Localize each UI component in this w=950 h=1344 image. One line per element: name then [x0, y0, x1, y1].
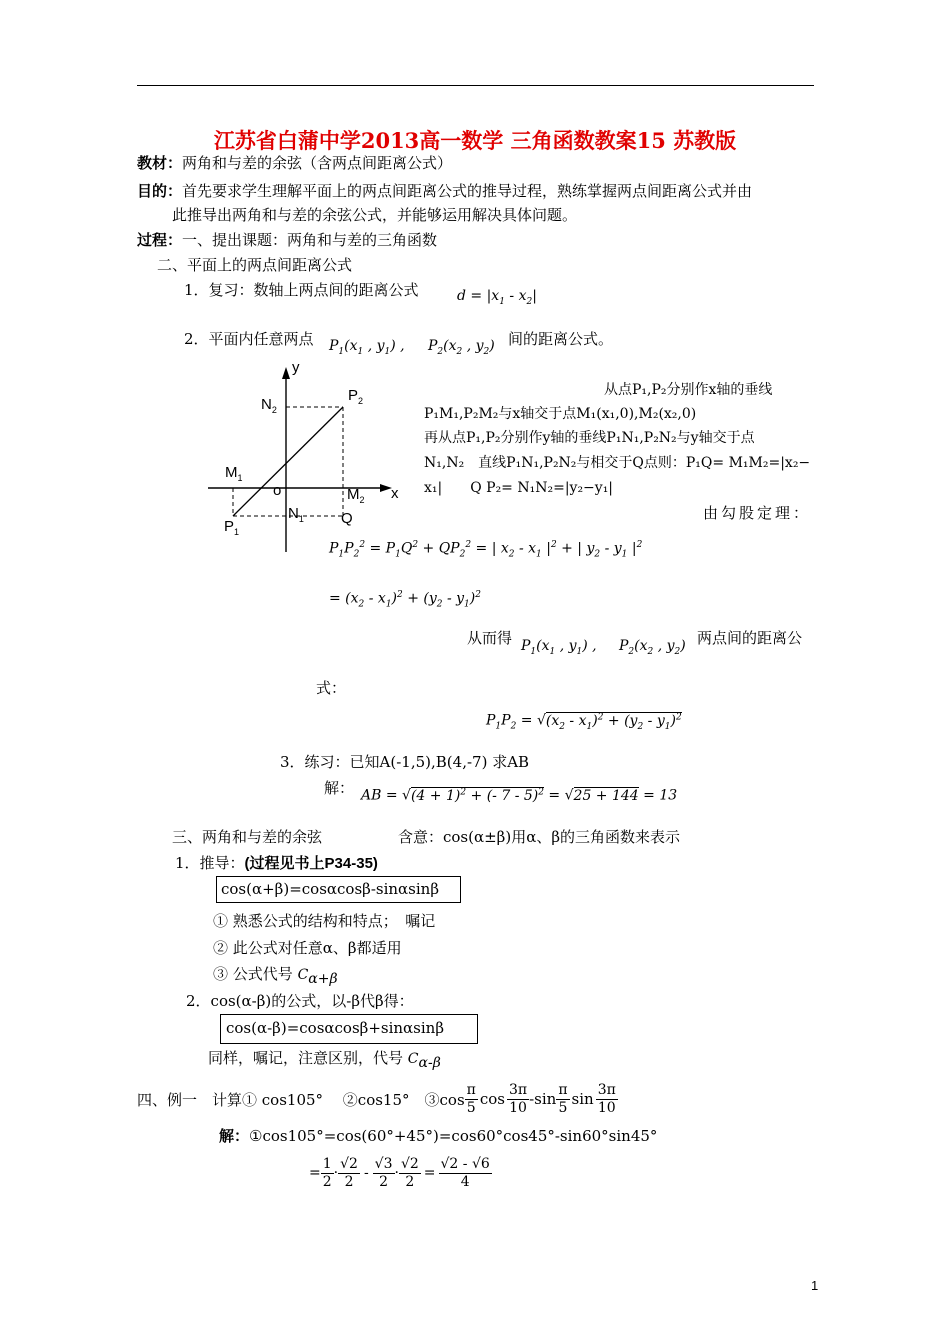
number-line-formula: $d = |x_1 - x_2|$	[457, 288, 537, 307]
aim-line: 目的：首先要求学生理解平面上的两点间距离公式的推导过程，熟练掌握两点间距离公式并由	[137, 182, 753, 200]
exercise-3: 3．练习：已知A(-1,5),B(4,-7) 求AB	[280, 753, 530, 771]
exercise-solution: AB = $√(4 + 1)^2$ + (- 7 - 5)$^2$ = √25 + 144 = 13	[361, 787, 678, 804]
section3-meaning: 含意：cos(α±β)用α、β的三角函数来表示	[398, 828, 681, 846]
pythagoras-label: 由勾股定理：	[703, 504, 812, 522]
point-label-p1: $P_1$	[224, 518, 240, 537]
thus-p2: $P_2(x_2$ , $y_2$)	[619, 638, 686, 657]
fraction-3pi-over-10-b: $\frac{3\pi}{10}$	[597, 1081, 616, 1116]
note-2: ② 此公式对任意α、β都适用	[213, 939, 402, 957]
page-number: 1	[811, 1278, 819, 1293]
aim-line-2: 此推导出两角和与差的余弦公式，并能够运用解决具体问题。	[172, 206, 578, 224]
thus-label: 从而得	[467, 629, 513, 647]
thus-p1: $P_1(x_1$ , $y_1$) ,	[521, 638, 597, 657]
section3-heading: 三、两角和与差的余弦	[172, 828, 323, 846]
example-solution-fractions: = $\frac{1}{2}$ · $\frac{√2}{2}$ - $\frac{√3}{2}$ · $\frac{√2}{2}$ = $\frac{√2 - √6}{4}$	[309, 1155, 490, 1190]
distance-derivation-1: $P_1P_2^2 = P_1Q^2 + QP_2^2$ = | $x_2 - x_1$ $|^2$ + | $y_2 - y_1$ $|^2$	[329, 540, 643, 560]
note-3: ③ 公式代号 $C_{\alpha+\beta}$	[213, 965, 338, 987]
point-label-q: Q	[341, 510, 353, 527]
fraction-pi-over-5-b: $\frac{\pi}{5}$	[558, 1081, 568, 1116]
point-label-m1: $M_1$	[225, 464, 243, 483]
example-1-line: 四、例一 计算① cos105° ②cos15° ③cos $\frac{\pi}{5}$ cos $\frac{3\pi}{10}$ -sin $\frac{\pi}{5}$ sin $\frac{3\pi}{10}$	[137, 1081, 616, 1116]
point-label-n1: $N_1$	[288, 505, 304, 524]
distance-derivation-2: = $(x_2 - x_1)^2 + (y_2 - y_1)^2$	[329, 590, 481, 610]
section2-item2: 2．平面内任意两点	[184, 330, 314, 348]
textbook-line: 教材：两角和与差的余弦（含两点间距离公式）	[137, 154, 453, 172]
fraction-pi-over-5: $\frac{\pi}{5}$	[466, 1081, 476, 1116]
page-title: 江苏省白蒲中学2013高一数学 三角函数教案15 苏教版	[213, 128, 737, 153]
header-rule	[137, 85, 814, 86]
explanation-3: 再从点P₁,P₂分别作y轴的垂线P₁N₁,P₂N₂与y轴交于点	[424, 430, 755, 446]
axis-label-y: y	[292, 359, 300, 376]
explanation-5: x₁| Q P₂= N₁N₂=|y₂−y₁|	[424, 480, 614, 496]
formula-sum: cos(α+β)=cosαcosβ-sinαsinβ	[221, 880, 440, 898]
origin-label: o	[273, 482, 282, 499]
section3-item1: 1．推导：(过程见书上P34-35)	[175, 854, 378, 872]
point-label-p2: $P_2$	[348, 387, 364, 406]
exercise-solution-label: 解：	[324, 779, 355, 797]
point-p1-formula: $P_1(x_1$ , $y_1$) ,	[329, 338, 405, 357]
note-4: 同样，嘱记，注意区别，代号 $C_{\alpha-\beta}$	[208, 1049, 441, 1071]
point-p2-formula: $P_2(x_2$ , $y_2$)	[428, 338, 495, 357]
section2-heading: 二、平面上的两点间距离公式	[157, 256, 353, 274]
point-label-n2: $N_2$	[261, 396, 277, 415]
explanation-4: N₁,N₂ 直线P₁N₁,P₂N₂与相交于Q点则：P₁Q= M₁M₂=|x₂−	[424, 455, 811, 471]
explanation-1: 从点P₁,P₂分别作x轴的垂线	[604, 382, 773, 398]
example-solution-line: 解：①cos105°=cos(60°+45°)=cos60°cos45°-sin60°sin45°	[219, 1127, 658, 1145]
section2-item2-end: 间的距离公式。	[508, 330, 614, 348]
process-line: 过程：一、提出课题：两角和与差的三角函数	[137, 231, 438, 249]
axis-label-x: x	[391, 485, 399, 502]
fraction-3pi-over-10: $\frac{3\pi}{10}$	[509, 1081, 528, 1116]
formula-diff: cos(α-β)=cosαcosβ+sinαsinβ	[226, 1019, 445, 1037]
section2-item1: 1．复习：数轴上两点间的距离公式	[184, 281, 419, 299]
thus-text: 两点间的距离公	[697, 629, 803, 647]
note-1: ① 熟悉公式的结构和特点； 嘱记	[213, 912, 436, 930]
distance-formula: $P_1P_2 = √(x_2 - x_1)^2 + (y_2 - y_1)^2$	[486, 712, 682, 732]
explanation-2: P₁M₁,P₂M₂与x轴交于点M₁(x₁,0),M₂(x₂,0)	[424, 406, 697, 422]
thus-text-2: 式：	[316, 679, 347, 697]
section3-item2: 2．cos(α-β)的公式，以-β代β得：	[186, 992, 414, 1010]
point-label-m2: $M_2$	[347, 486, 365, 505]
